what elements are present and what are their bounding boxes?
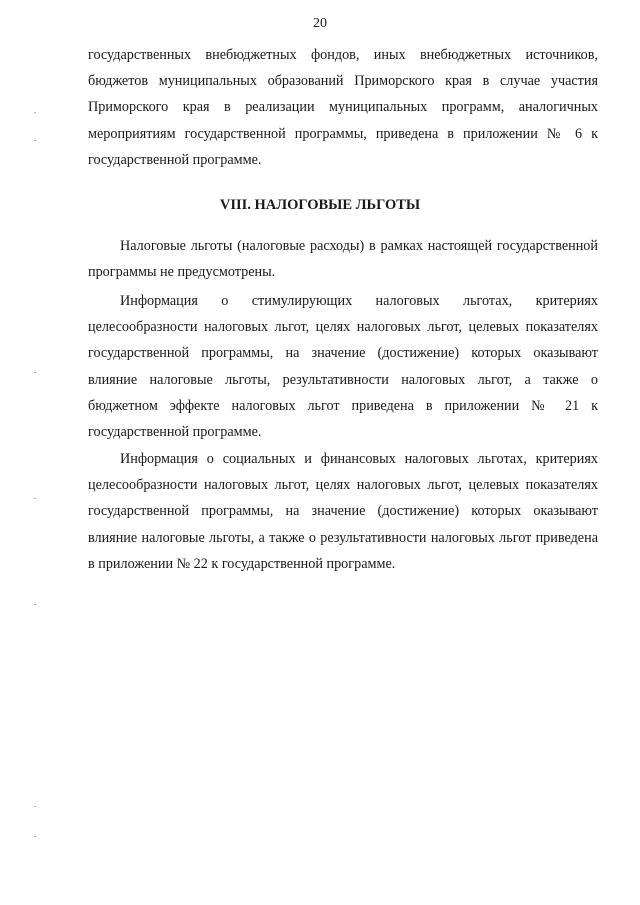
- section-heading: VIII. НАЛОГОВЫЕ ЛЬГОТЫ: [219, 197, 421, 213]
- scan-mark: [34, 806, 36, 807]
- paragraph-no-tax-benefits: Налоговые льготы (налоговые расходы) в рамках настоящей государственной программы не предусмотрены.: [88, 238, 598, 281]
- scan-mark: [34, 836, 36, 837]
- scan-mark: [34, 112, 36, 113]
- scan-mark: [34, 604, 36, 605]
- paragraph-social-financial-benefits: Информация о социальных и финансовых налоговых льготах, критериях целесообразности налоговых льгот, целях налоговых льгот, целевых показателях государственной программы, на значение (достижение) которых оказывают влияние налоговые льготы, а также о результативности налоговых льгот приведена в приложении № 22 к государственной программе.: [88, 451, 598, 572]
- page-number: 20: [313, 16, 327, 31]
- scan-mark: [34, 140, 36, 141]
- scan-mark: [34, 498, 36, 499]
- paragraph-stimulating-benefits: Информация о стимулирующих налоговых льготах, критериях целесообразности налоговых льгот, целях налоговых льгот, целевых показателях государственной программы, на значение (достижение) которых оказывают влияние налоговые льготы, результативности налоговых льгот, а также о бюджетном эффекте налоговых льгот приведена в приложении № 21 к государственной программе.: [88, 293, 598, 441]
- intro-paragraph: государственных внебюджетных фондов, иных внебюджетных источников, бюджетов муниципальных образований Приморского края в случае участия Приморского края в реализации муниципальных программ, аналогичных мероприятиям государственной программы, приведена в приложении № 6 к государственной программе.: [88, 47, 598, 168]
- scan-mark: [34, 372, 36, 373]
